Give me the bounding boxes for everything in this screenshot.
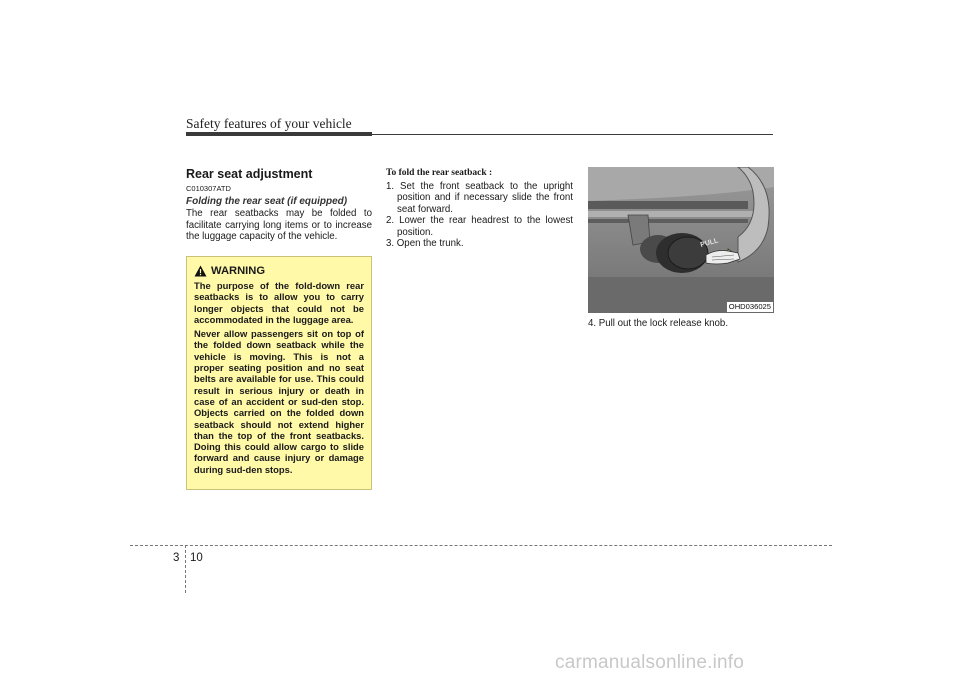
- footer-divider: [185, 545, 186, 593]
- warning-title: WARNING: [211, 265, 266, 277]
- lock-release-knob-figure: [588, 167, 774, 313]
- chapter-number: 3: [173, 552, 180, 564]
- fold-step-4: 4. Pull out the lock release knob.: [588, 318, 729, 329]
- page-number: 10: [190, 552, 203, 564]
- header-bar: [186, 132, 372, 136]
- fold-heading: To fold the rear seatback :: [386, 168, 493, 178]
- section-code: C010307ATD: [186, 184, 231, 193]
- lock-release-knob-illustration: [588, 167, 774, 313]
- section-header-title: Safety features of your vehicle: [186, 116, 352, 131]
- left-column: [186, 167, 372, 243]
- fold-step: 1. Set the front seatback to the upright position and if necessary slide the front seat forward.: [386, 181, 573, 215]
- intro-paragraph: The rear seatbacks may be folded to facilitate carrying long items or to increase the luggage capacity of the vehicle.: [186, 208, 372, 243]
- warning-triangle-icon: [194, 265, 207, 277]
- subsection-heading: Folding the rear seat (if equipped): [186, 196, 348, 207]
- knob-pull-label: PULL: [699, 237, 720, 249]
- fold-step: 2. Lower the rear headrest to the lowest position.: [386, 215, 573, 238]
- warning-paragraph: Never allow passengers sit on top of the folded down seatback while the vehicle is moving. This is not a proper seating position and no seat belts are available for use. This could result in serious injury or death in case of an accident or sud-den stop. Objects carried on the folded down seatback should not extend higher than the top of the front seatbacks. Doing this could allow cargo to slide forward and cause injury or damage during sud-den stops.: [194, 328, 364, 475]
- warning-text: [194, 280, 364, 475]
- warning-paragraph: The purpose of the fold-down rear seatbacks is to allow you to carry longer objects that could not be accommodated in the luggage area.: [194, 280, 364, 325]
- footer-rule: [130, 545, 832, 546]
- figure-code: OHD036025: [728, 302, 771, 311]
- fold-steps: [386, 181, 573, 249]
- warning-box: [186, 256, 372, 490]
- middle-column: [386, 168, 573, 249]
- section-heading: Rear seat adjustment: [186, 167, 313, 181]
- header-rule: [372, 134, 773, 135]
- warning-title-row: [194, 265, 364, 277]
- fold-step: 3. Open the trunk.: [386, 238, 464, 250]
- watermark: carmanualsonline.info: [555, 652, 745, 673]
